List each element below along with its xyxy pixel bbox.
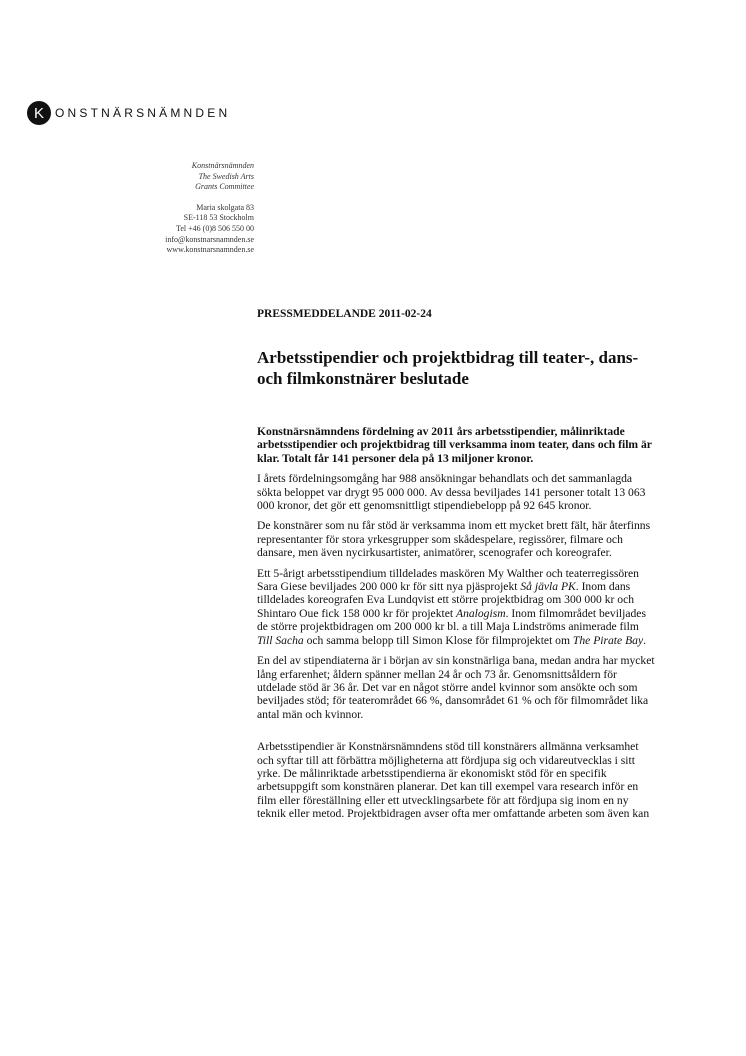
sender-address-line: Maria skolgata 83: [196, 202, 254, 212]
sender-name-line: Konstnärsnämnden: [191, 161, 254, 170]
paragraph-3: [257, 567, 657, 647]
project-title: Analogism: [455, 606, 506, 620]
sender-name-line: The Swedish Arts: [198, 171, 254, 181]
sender-name-line: Grants Committee: [195, 182, 254, 192]
logo-wordmark: ONSTNÄRSNÄMNDEN: [55, 106, 231, 120]
paragraph-3-text: . Inom filmområdet beviljades de större projektbidragen om 200 000 kr bl. a till Maja Lindströms animerade film: [257, 606, 646, 634]
paragraph-5: Arbetsstipendier är Konstnärsnämndens stöd till konstnärers allmänna verksamhet och syftar till att förbättra möjligheterna att fördjupa sig och vidareutvecklas i sitt yrke. De målinriktade arbetsstipendierna är ekonomiskt stöd för en specifik arbetsuppgift som konstnären planerar. Det kan till exempel vara research inför en film eller föreställning eller ett utvecklingsarbete för att fördjupa sig inom en ny teknik eller metod. Projektbidragen avser ofta mer omfattande arbeten som även kan: [257, 740, 650, 821]
paragraph-1: I årets fördelningsomgång har 988 ansökningar behandlats och det sammanlagda sökta beloppet var drygt 95 000 000. Av dessa beviljades 141 personer totalt 13 063 000 kronor, det gör ett genomsnittligt stipendiebelopp på 92 645 kronor.: [257, 472, 646, 513]
paragraph-3-text: Ett 5-årigt arbetsstipendium tilldelades maskören My Walther och teaterregissören Sara Giese beviljades 200 000 kr för sitt nya pjäsprojekt: [257, 566, 639, 594]
sender-email: info@konstnarsnamnden.se: [165, 234, 254, 244]
project-title: The Pirate Bay: [572, 633, 644, 647]
paragraph-3-text: . Inom dans tilldelades koreografen Eva Lundqvist ett större projektbidrag om 300 000 kr och Shintaro Oue fick 158 000 kr för projektet: [257, 580, 635, 620]
sender-spacer: [165, 193, 254, 203]
paragraph-3-text: .: [643, 633, 647, 647]
document-body: [257, 308, 657, 821]
project-title: Till Sacha: [257, 633, 304, 647]
sender-block: [165, 161, 254, 256]
sender-address-line: SE-118 53 Stockholm: [183, 213, 254, 223]
paragraph-2: De konstnärer som nu får stöd är verksamma inom ett mycket brett fält, här återfinns representanter för stora yrkesgrupper som skådespelare, regissörer, filmare och dansare, men även nycirkusartister, animatörer, scenografer och koreografer.: [257, 519, 651, 560]
project-title: Så jävla PK: [520, 580, 576, 594]
logo: [27, 101, 230, 125]
logo-mark: K: [27, 101, 51, 125]
paragraph-4: En del av stipendiaterna är i början av sin konstnärliga bana, medan andra har mycket lång erfarenhet; åldern spänner mellan 24 år och 73 år. Genomsnittsåldern för utdelade stöd är 36 år. Det var en något större andel kvinnor som ansökte och som beviljades stöd; för teaterområdet 66 %, dansområdet 61 % och för filmområdet lika antal män och kvinnor.: [257, 654, 655, 721]
press-release-date: PRESSMEDDELANDE 2011-02-24: [257, 308, 432, 320]
headline: Arbetsstipendier och projektbidrag till teater-, dans- och filmkonstnärer beslutade: [257, 348, 639, 388]
lead-paragraph: Konstnärsnämndens fördelning av 2011 års arbetsstipendier, målinriktade arbetsstipendier och projektbidrag till verksamma inom teater, dans och film är klar. Totalt får 141 personer dela på 13 miljoner kronor.: [257, 425, 652, 465]
sender-phone: Tel +46 (0)8 506 550 00: [176, 223, 254, 233]
sender-website: www.konstnarsnamnden.se: [166, 245, 254, 255]
paragraph-3-text: och samma belopp till Simon Klose för filmprojektet om: [303, 633, 573, 647]
